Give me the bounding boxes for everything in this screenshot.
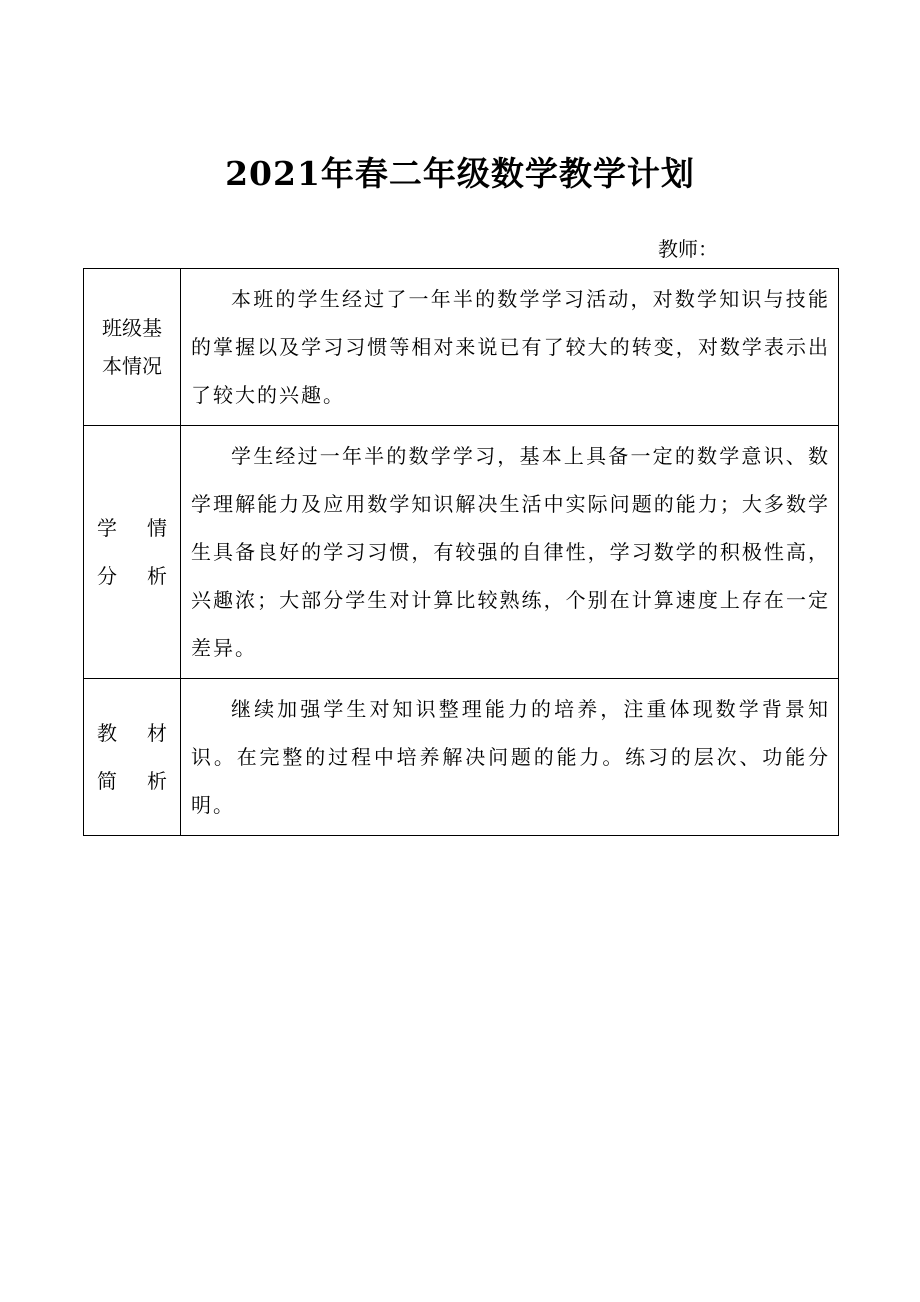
plan-table bbox=[83, 268, 839, 836]
teacher-label: 教师： bbox=[658, 237, 718, 261]
label-char: 情 bbox=[147, 516, 167, 540]
label-line: 班级基 bbox=[102, 316, 162, 340]
label-char: 材 bbox=[147, 721, 167, 745]
row-label-class-situation bbox=[84, 269, 181, 426]
table-row-student-analysis bbox=[84, 426, 839, 679]
label-char: 析 bbox=[147, 769, 167, 793]
label-char: 简 bbox=[97, 769, 117, 793]
label-line: 本情况 bbox=[102, 354, 162, 378]
row-content-textbook-analysis: 继续加强学生对知识整理能力的培养，注重体现数学背景知识。在完整的过程中培养解决问题的能力。练习的层次、功能分明。 bbox=[181, 679, 839, 836]
row-label-student-analysis bbox=[84, 426, 181, 679]
label-line bbox=[84, 762, 180, 800]
label-char: 教 bbox=[97, 721, 117, 745]
label-char: 学 bbox=[97, 516, 117, 540]
row-content-class-situation: 本班的学生经过了一年半的数学学习活动，对数学知识与技能的掌握以及学习习惯等相对来说已有了较大的转变，对数学表示出了较大的兴趣。 bbox=[181, 269, 839, 426]
label-line bbox=[84, 509, 180, 547]
document-title: 2021年春二年级数学教学计划 bbox=[225, 154, 695, 193]
row-label-textbook-analysis bbox=[84, 679, 181, 836]
label-char: 分 bbox=[97, 564, 117, 588]
label-line bbox=[84, 557, 180, 595]
label-char: 析 bbox=[147, 564, 167, 588]
table-row-class-situation bbox=[84, 269, 839, 426]
row-content-student-analysis: 学生经过一年半的数学学习，基本上具备一定的数学意识、数学理解能力及应用数学知识解决生活中实际问题的能力；大多数学生具备良好的学习习惯，有较强的自律性，学习数学的积极性高，兴趣浓；大部分学生对计算比较熟练，个别在计算速度上存在一定差异。 bbox=[181, 426, 839, 679]
table-row-textbook-analysis bbox=[84, 679, 839, 836]
label-line bbox=[84, 714, 180, 752]
